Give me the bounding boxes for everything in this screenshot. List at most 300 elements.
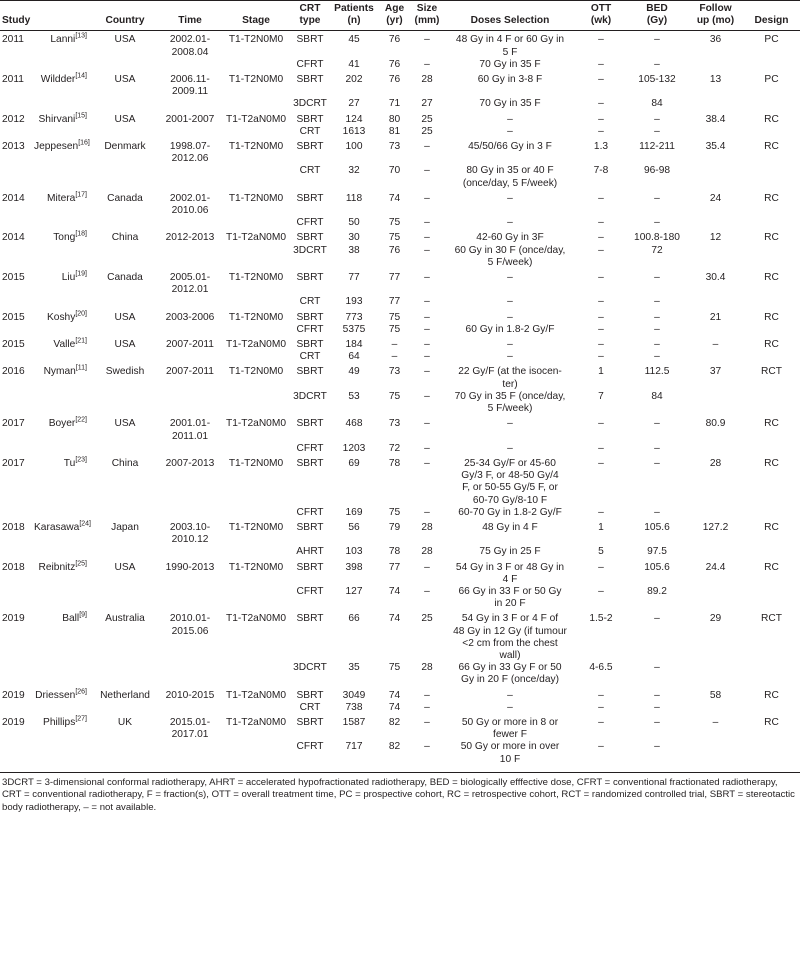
cell-follow: 13 [709, 74, 722, 86]
table-row [0, 229, 800, 244]
cell-size: 27 [421, 98, 433, 110]
header-age: Age (yr) [379, 1, 410, 31]
cell-bed: – [654, 457, 660, 469]
cell-patients: 64 [348, 351, 360, 363]
cell-patients: 69 [348, 457, 360, 469]
reference-number: [25] [75, 560, 87, 568]
cell-follow: – [712, 339, 719, 351]
cell-age: 74 [388, 192, 401, 204]
cell-patients: 1613 [342, 125, 366, 137]
cell-country [91, 546, 159, 558]
cell-bed: – [654, 125, 660, 137]
cell-bed: – [654, 716, 660, 728]
cell-year: 2015 [2, 339, 25, 351]
cell-stage: T1-T2N0M0 [228, 272, 284, 284]
table-row [0, 59, 800, 71]
cell-bed: 96-98 [643, 165, 671, 177]
cell-ott: – [598, 323, 604, 335]
cell-ott: – [598, 296, 604, 308]
cell-follow [688, 546, 743, 558]
cell-patients: 1587 [342, 716, 366, 728]
cell-follow [688, 245, 743, 269]
cell-size: – [424, 390, 430, 402]
cell-author [33, 519, 91, 546]
cell-ott: 1 [598, 366, 604, 378]
cell-author [33, 309, 91, 324]
cell-follow [688, 59, 743, 71]
cell-follow [688, 217, 743, 229]
cell-author [33, 126, 91, 138]
header-doses: Doses Selection [444, 1, 576, 31]
cell-stage [221, 126, 291, 138]
cell-author [33, 31, 91, 59]
cell-country [91, 245, 159, 269]
cell-doses: – [507, 192, 513, 204]
reference-number: [23] [75, 456, 87, 464]
cell-year [0, 126, 33, 138]
author-name: Phillips [43, 716, 76, 728]
cell-bed: – [654, 418, 660, 430]
cell-stage [221, 507, 291, 519]
cell-time [159, 662, 221, 686]
cell-size: – [424, 311, 430, 323]
cell-ott: 1.3 [593, 141, 609, 153]
author-name: Reibnitz [38, 561, 76, 573]
cell-crt: SBRT [296, 521, 324, 533]
cell-bed: – [654, 34, 660, 46]
cell-patients: 41 [348, 58, 360, 70]
cell-follow: 127.2 [702, 521, 729, 533]
cell-time: 2010.01- 2015.06 [169, 613, 211, 637]
cell-age: 73 [388, 141, 401, 153]
cell-age: 81 [388, 125, 401, 137]
cell-crt: CFRT [296, 506, 324, 518]
cell-ott: – [598, 232, 604, 244]
cell-doses: 60 Gy in 30 F (once/day, 5 F/week) [454, 244, 566, 268]
cell-size: – [424, 457, 430, 469]
cell-design [743, 217, 800, 229]
cell-ott: – [598, 351, 604, 363]
cell-age: – [391, 351, 398, 363]
reference-number: [21] [75, 337, 87, 345]
table-row [0, 324, 800, 336]
cell-age: 75 [388, 390, 401, 402]
header-design: Design [743, 1, 800, 31]
cell-country: Netherland [100, 689, 150, 701]
cell-size: – [424, 272, 430, 284]
cell-ott: – [598, 58, 604, 70]
cell-author [33, 559, 91, 586]
cell-crt: CRT [299, 351, 321, 363]
cell-design: RC [764, 689, 779, 701]
cell-follow: 58 [709, 689, 722, 701]
cell-time [159, 165, 221, 189]
cell-crt: CFRT [296, 741, 324, 753]
cell-time [159, 126, 221, 138]
cell-country: Canada [107, 272, 143, 284]
cell-year [0, 507, 33, 519]
cell-size: – [424, 442, 430, 454]
cell-ott: – [598, 339, 604, 351]
table-row [0, 269, 800, 296]
cell-stage: T1-T2N0M0 [228, 74, 284, 86]
cell-time: 2007-2011 [166, 366, 214, 378]
cell-design [743, 546, 800, 558]
cell-time: 2005.01- 2012.01 [169, 272, 211, 296]
cell-patients: 77 [348, 272, 360, 284]
cell-ott: – [598, 457, 604, 469]
cell-stage: T1-T2N0M0 [228, 34, 284, 46]
cell-ott: – [598, 98, 604, 110]
cell-stage [221, 59, 291, 71]
cell-design [743, 296, 800, 308]
cell-size: – [424, 716, 430, 728]
cell-doses: 54 Gy in 3 F or 48 Gy in 4 F [455, 561, 565, 585]
cell-author [33, 455, 91, 507]
cell-age: 76 [388, 74, 401, 86]
cell-author [33, 111, 91, 126]
author-name: Koshy [46, 311, 76, 323]
cell-ott: – [598, 74, 604, 86]
cell-year: 2019 [2, 689, 25, 701]
header-country: Country [91, 1, 159, 31]
cell-follow [688, 662, 743, 686]
cell-year [0, 98, 33, 110]
cell-size: – [424, 165, 430, 177]
cell-patients: 5375 [342, 323, 366, 335]
cell-year [0, 324, 33, 336]
cell-age: 77 [388, 272, 401, 284]
cell-country [91, 662, 159, 686]
cell-stage [221, 702, 291, 714]
cell-bed: 105-132 [638, 74, 676, 86]
cell-year: 2015 [2, 272, 25, 284]
table-row [0, 519, 800, 546]
cell-ott: – [598, 192, 604, 204]
cell-bed: 112.5 [644, 366, 670, 378]
cell-stage [221, 662, 291, 686]
cell-patients: 32 [348, 165, 360, 177]
table-row [0, 415, 800, 442]
cell-year [0, 391, 33, 415]
cell-time [159, 546, 221, 558]
cell-country: Swedish [105, 366, 145, 378]
cell-design: RC [764, 561, 779, 573]
cell-stage: T1-T2aN0M0 [225, 232, 286, 244]
cell-patients: 100 [345, 141, 363, 153]
cell-age: 78 [388, 546, 401, 558]
cell-crt: CRT [299, 125, 321, 137]
cell-author [33, 415, 91, 442]
cell-patients: 738 [345, 701, 363, 713]
cell-country: USA [114, 311, 136, 323]
cell-country [91, 59, 159, 71]
cell-ott: 7 [598, 390, 604, 402]
cell-follow: 38.4 [705, 113, 726, 125]
author-name: Tong [53, 232, 76, 244]
cell-age: 72 [388, 442, 401, 454]
cell-year [0, 741, 33, 772]
cell-crt: CFRT [296, 58, 324, 70]
cell-author [33, 336, 91, 351]
cell-follow [688, 702, 743, 714]
reference-number: [13] [75, 33, 87, 41]
cell-follow: 29 [709, 613, 722, 625]
cell-age: 70 [388, 165, 401, 177]
reference-number: [11] [75, 365, 87, 373]
cell-stage [221, 296, 291, 308]
cell-design: RC [764, 141, 779, 153]
cell-patients: 124 [345, 113, 363, 125]
cell-ott: – [598, 741, 604, 753]
cell-size: – [424, 418, 430, 430]
cell-stage [221, 351, 291, 363]
cell-patients: 30 [348, 232, 360, 244]
cell-age: 74 [388, 701, 401, 713]
cell-bed: – [654, 701, 660, 713]
cell-ott: – [598, 34, 604, 46]
table-row [0, 309, 800, 324]
cell-follow [688, 391, 743, 415]
cell-patients: 169 [345, 506, 363, 518]
cell-patients: 45 [348, 34, 360, 46]
cell-age: 75 [388, 311, 401, 323]
cell-bed: – [654, 613, 660, 625]
cell-patients: 1203 [342, 442, 366, 454]
cell-crt: SBRT [296, 272, 324, 284]
cell-size: – [424, 58, 430, 70]
cell-author [33, 71, 91, 98]
cell-country: USA [114, 113, 136, 125]
cell-doses: 22 Gy/F (at the isocen- ter) [458, 366, 562, 390]
cell-author [33, 714, 91, 741]
cell-bed: – [654, 351, 660, 363]
reference-number: [20] [75, 310, 87, 318]
cell-author [33, 98, 91, 110]
cell-crt: CFRT [296, 217, 324, 229]
cell-follow: 80.9 [705, 418, 726, 430]
cell-age: 73 [388, 418, 401, 430]
cell-size: – [424, 192, 430, 204]
cell-time: 1990-2013 [165, 561, 215, 573]
cell-doses: 54 Gy in 3 F or 4 F of 48 Gy in 12 Gy (if tumour <2 cm from the chest wall) [453, 613, 567, 661]
cell-country: Australia [105, 613, 145, 625]
cell-year: 2013 [2, 141, 25, 153]
cell-bed: – [654, 339, 660, 351]
cell-follow [688, 586, 743, 610]
cell-bed: 72 [651, 244, 663, 256]
cell-doses: – [507, 217, 513, 229]
table-row [0, 586, 800, 610]
cell-follow [688, 324, 743, 336]
cell-author [33, 296, 91, 308]
cell-design: PC [764, 74, 779, 86]
cell-year: 2012 [2, 113, 25, 125]
cell-bed: – [654, 113, 660, 125]
cell-country [91, 741, 159, 772]
cell-patients: 50 [348, 217, 360, 229]
author-name: Wildder [40, 74, 76, 86]
cell-patients: 27 [348, 98, 360, 110]
cell-ott: – [598, 418, 604, 430]
cell-follow: – [712, 716, 719, 728]
table-row [0, 687, 800, 702]
cell-crt: SBRT [296, 311, 324, 323]
cell-patients: 202 [345, 74, 363, 86]
cell-design [743, 662, 800, 686]
cell-country [91, 391, 159, 415]
cell-ott: – [598, 125, 604, 137]
table-row [0, 217, 800, 229]
cell-follow: 30.4 [705, 272, 726, 284]
cell-patients: 103 [345, 546, 363, 558]
cell-stage: T1-T2aN0M0 [225, 113, 286, 125]
cell-age: 71 [388, 98, 401, 110]
cell-size: – [424, 351, 430, 363]
table-row [0, 610, 800, 662]
cell-year [0, 586, 33, 610]
cell-crt: CRT [299, 165, 321, 177]
cell-author [33, 269, 91, 296]
cell-age: 75 [388, 506, 401, 518]
cell-time [159, 702, 221, 714]
cell-doses: 70 Gy in 35 F [479, 58, 541, 70]
cell-size: – [424, 141, 430, 153]
cell-design: RC [764, 339, 779, 351]
cell-bed: – [654, 192, 660, 204]
header-size: Size (mm) [410, 1, 444, 31]
cell-country: China [111, 232, 139, 244]
header-study: Study [0, 1, 33, 31]
cell-country [91, 217, 159, 229]
cell-bed: – [654, 272, 660, 284]
cell-doses: 25-34 Gy/F or 45-60 Gy/3 F, or 48-50 Gy/4 F, or 50-55 Gy/5 F, or 60-70 Gy/8-10 F [461, 457, 559, 506]
table-row [0, 559, 800, 586]
cell-year [0, 165, 33, 189]
cell-age: 74 [388, 689, 401, 701]
cell-time: 2003.10- 2010.12 [169, 521, 211, 546]
cell-time: 2012-2013 [165, 232, 215, 244]
cell-time [159, 443, 221, 455]
cell-stage: T1-T2aN0M0 [225, 689, 286, 701]
table-row [0, 245, 800, 269]
cell-year: 2017 [2, 457, 25, 469]
cell-size: 25 [421, 113, 433, 125]
cell-age: 82 [388, 741, 401, 753]
cell-age: 82 [388, 716, 401, 728]
cell-size: – [424, 339, 430, 351]
cell-bed: 105.6 [644, 521, 670, 533]
cell-author [33, 351, 91, 363]
cell-patients: 118 [345, 192, 363, 204]
cell-age: 76 [388, 244, 401, 256]
cell-crt: SBRT [296, 34, 324, 46]
cell-bed: – [654, 662, 660, 674]
cell-stage [221, 165, 291, 189]
cell-author [33, 190, 91, 217]
cell-size: – [424, 296, 430, 308]
cell-doses: – [507, 311, 513, 323]
cell-patients: 35 [348, 662, 360, 674]
reference-number: [16] [78, 139, 90, 147]
cell-country [91, 296, 159, 308]
table-header [0, 1, 800, 31]
author-name: Valle [53, 339, 76, 351]
cell-author [33, 546, 91, 558]
reference-number: [27] [75, 715, 87, 723]
cell-size: – [424, 741, 430, 753]
cell-design [743, 741, 800, 772]
cell-year: 2017 [2, 418, 25, 430]
cell-design [743, 165, 800, 189]
cell-crt: SBRT [296, 716, 324, 728]
cell-follow [688, 443, 743, 455]
cell-age: 76 [388, 34, 401, 46]
cell-design: RC [764, 272, 779, 284]
table-row [0, 714, 800, 741]
cell-bed: – [654, 58, 660, 70]
cell-crt: 3DCRT [293, 244, 327, 256]
author-name: Ball [62, 613, 80, 625]
table-row [0, 126, 800, 138]
cell-doses: 45/50/66 Gy in 3 F [468, 141, 552, 153]
cell-patients: 193 [345, 296, 363, 308]
cell-author [33, 687, 91, 702]
cell-time: 2010-2015 [165, 689, 215, 701]
cell-design: RC [764, 418, 779, 430]
cell-doses: 42-60 Gy in 3F [476, 232, 544, 244]
cell-country: China [111, 457, 139, 469]
cell-stage [221, 245, 291, 269]
cell-age: 78 [388, 457, 401, 469]
cell-time [159, 507, 221, 519]
table-row [0, 455, 800, 507]
cell-size: 28 [421, 521, 433, 533]
cell-stage: T1-T2N0M0 [228, 192, 284, 204]
cell-year [0, 59, 33, 71]
cell-patients: 773 [345, 311, 363, 323]
cell-country: USA [114, 34, 136, 46]
cell-design [743, 443, 800, 455]
cell-crt: SBRT [296, 366, 324, 378]
cell-country [91, 443, 159, 455]
cell-stage: T1-T2N0M0 [228, 311, 284, 323]
cell-follow [688, 165, 743, 189]
cell-patients: 49 [348, 366, 360, 378]
cell-age: 75 [388, 323, 401, 335]
table-row [0, 546, 800, 558]
cell-bed: – [654, 217, 660, 229]
cell-follow [688, 507, 743, 519]
cell-ott: 1 [598, 521, 604, 533]
cell-size: – [424, 689, 430, 701]
header-bed: BED (Gy) [626, 1, 688, 31]
author-name: Lanni [50, 34, 76, 46]
author-name: Mitera [47, 192, 76, 204]
cell-crt: SBRT [296, 232, 324, 244]
cell-ott: – [598, 442, 604, 454]
table-row [0, 702, 800, 714]
header-patients: Patients (n) [329, 1, 379, 31]
reference-number: [9] [79, 611, 87, 619]
cell-time [159, 296, 221, 308]
cell-time: 2003-2006 [165, 311, 215, 323]
cell-crt: CFRT [296, 442, 324, 454]
cell-year: 2015 [2, 311, 25, 323]
cell-patients: 56 [348, 521, 360, 533]
cell-design: RCT [761, 613, 782, 625]
cell-doses: 60-70 Gy in 1.8-2 Gy/F [458, 506, 562, 518]
